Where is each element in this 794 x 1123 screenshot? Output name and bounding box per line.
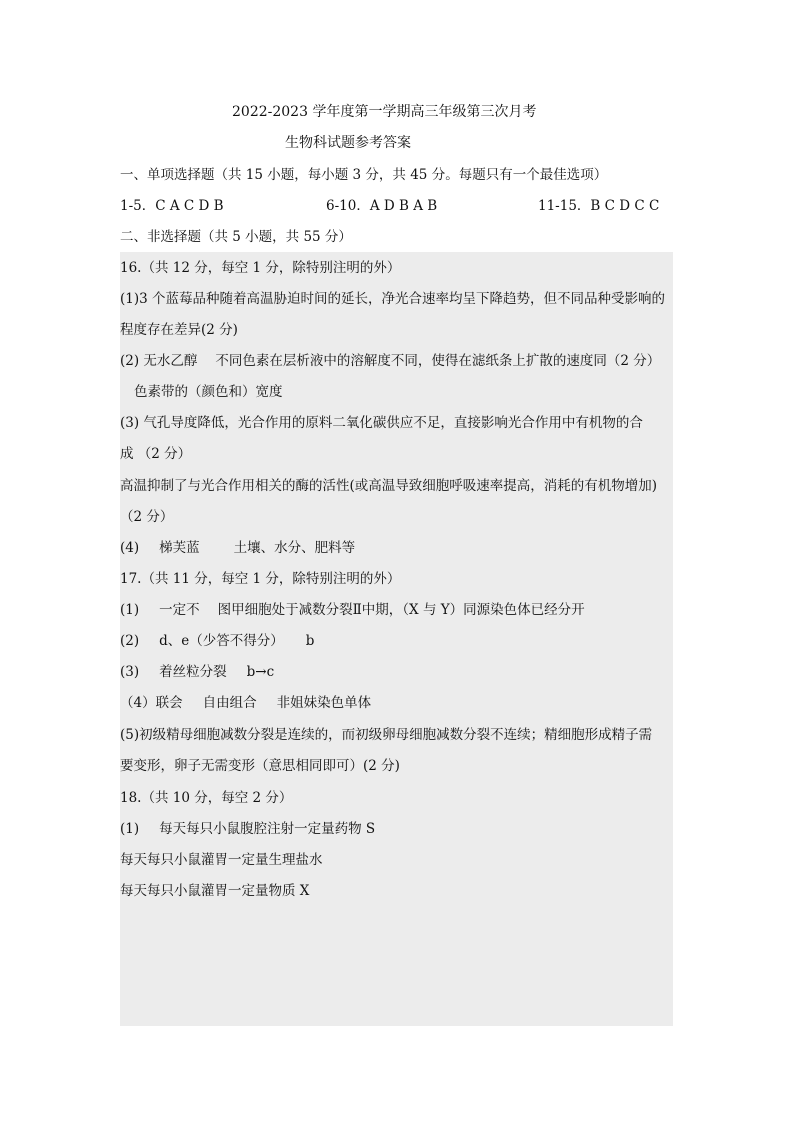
q17-answer2-num: (2)	[120, 633, 140, 649]
q16-answer2-line1	[120, 352, 660, 370]
section1-heading: 一、单项选择题（共 15 小题，每小题 3 分，共 45 分。每题只有一个最佳选项）	[120, 167, 608, 183]
answers-6-10: 6-10．A D B A B	[326, 198, 438, 214]
q16-answer3-line2: 成 （2 分）	[120, 446, 192, 462]
section2-heading: 二、非选择题（共 5 小题，共 55 分）	[120, 229, 352, 245]
q18-answer1-part-a: 每天每只小鼠腹腔注射一定量药物 S	[159, 821, 376, 837]
q17-answer4	[120, 694, 371, 712]
q17-heading: 17.（共 11 分，每空 1 分，除特别注明的外）	[120, 571, 401, 587]
q16-answer4	[120, 539, 355, 557]
q16-answer3-line4: （2 分）	[120, 509, 174, 525]
q18-heading: 18.（共 10 分，每空 2 分）	[120, 790, 293, 806]
q16-answer3-line3: 高温抑制了与光合作用相关的酶的活性(或高温导致细胞呼吸速率提高，消耗的有机物增加)	[120, 478, 658, 494]
q17-answer4-part-c: 非姐妹染色单体	[276, 695, 372, 711]
q17-answer4-part-b: 自由组合	[202, 695, 257, 711]
q17-answer3	[120, 663, 274, 681]
q16-answer2-part-a: (2) 无水乙醇	[120, 353, 198, 369]
answers-1-5: 1-5．C A C D B	[120, 198, 224, 214]
q16-answer1-line1: (1)3 个蓝莓品种随着高温胁迫时间的延长，净光合速率均呈下降趋势，但不同品种受影响的	[120, 291, 666, 307]
q16-answer4-num: (4)	[120, 540, 140, 556]
q17-answer1-part-b: 图甲细胞处于减数分裂Ⅱ中期，（X 与 Y）同源染色体已经分开	[217, 602, 585, 618]
answers-11-15: 11-15．B C D C C	[538, 198, 660, 214]
q17-answer3-num: (3)	[120, 664, 140, 680]
q17-answer5-line1: (5)初级精母细胞减数分裂是连续的，而初级卵母细胞减数分裂不连续；精细胞形成精子需	[120, 727, 653, 743]
q16-heading: 16.（共 12 分，每空 1 分，除特别注明的外）	[120, 260, 401, 276]
q16-answer2-part-b: 不同色素在层析液中的溶解度不同，使得在滤纸条上扩散的速度同（2 分）	[215, 353, 661, 369]
q17-answer3-part-a: 着丝粒分裂	[159, 664, 227, 680]
q17-answer5-line2: 要变形，卵子无需变形（意思相同即可）(2 分)	[120, 758, 400, 774]
q16-answer4-part-a: 梯芙蓝	[159, 540, 200, 556]
page-subtitle: 生物科试题参考答案	[285, 135, 411, 151]
q18-answer1-line3: 每天每只小鼠灌胃一定量物质 X	[120, 883, 310, 899]
q17-answer1-num: (1)	[120, 602, 140, 618]
q18-answer1-line1	[120, 820, 375, 838]
q16-answer2-line2: 色素带的（颜色和）宽度	[134, 384, 283, 400]
q17-answer2-part-a: d、e（少答不得分）	[159, 633, 284, 649]
q17-answer2	[120, 632, 314, 650]
q17-answer4-part-a: （4）联会	[120, 695, 183, 711]
q17-answer1	[120, 601, 585, 619]
q17-answer2-part-b: b	[305, 633, 315, 649]
q17-answer3-part-b: b→c	[246, 664, 275, 680]
q18-answer1-line2: 每天每只小鼠灌胃一定量生理盐水	[120, 852, 323, 868]
q16-answer1-line2: 程度存在差异(2 分)	[120, 322, 238, 338]
q17-answer1-part-a: 一定不	[159, 602, 200, 618]
q16-answer4-part-b: 土壤、水分、肥料等	[233, 540, 356, 556]
q18-answer1-num: (1)	[120, 821, 140, 837]
page-title: 2022-2023 学年度第一学期高三年级第三次月考	[232, 104, 537, 120]
q16-answer3-line1: (3) 气孔导度降低，光合作用的原料二氧化碳供应不足，直接影响光合作用中有机物的合	[120, 415, 643, 431]
